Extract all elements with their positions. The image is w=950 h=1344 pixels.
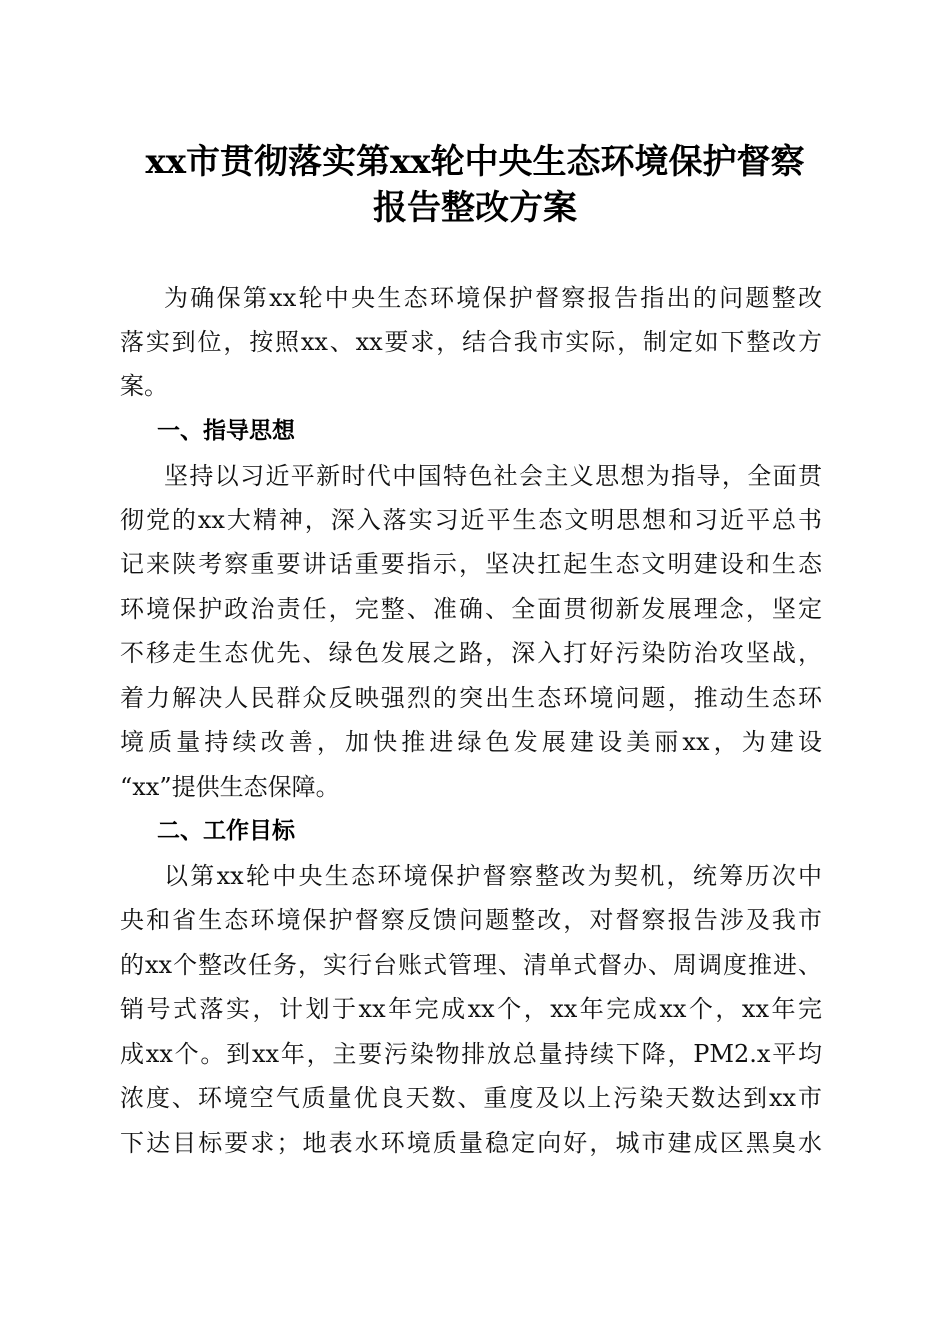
intro-line-3: 案。 <box>120 372 168 400</box>
section1-line-7: 境质量持续改善，加快推进绿色发展建设美丽xx，为建设 <box>120 728 822 756</box>
section2-line-4: 销号式落实，计划于xx年完成xx个，xx年完成xx个，xx年完 <box>120 995 822 1023</box>
section-heading-guiding-thought: 一、指导思想 <box>157 418 295 444</box>
section2-line-7: 下达目标要求；地表水环境质量稳定向好，城市建成区黑臭水 <box>120 1129 822 1157</box>
section1-line-5: 不移走生态优先、绿色发展之路，深入打好污染防治攻坚战， <box>120 639 822 667</box>
section1-line-4: 环境保护政治责任，完整、准确、全面贯彻新发展理念，坚定 <box>120 595 822 623</box>
section1-line-8: “xx”提供生态保障。 <box>120 773 340 801</box>
document-title-line-1: xx市贯彻落实第xx轮中央生态环境保护督察 <box>145 142 805 182</box>
section-heading-work-goals: 二、工作目标 <box>157 818 295 844</box>
section2-line-5: 成xx个。到xx年，主要污染物排放总量持续下降，PM2.x平均 <box>120 1040 822 1068</box>
section2-line-3: 的xx个整改任务，实行台账式管理、清单式督办、周调度推进、 <box>120 951 822 979</box>
section1-line-1: 坚持以习近平新时代中国特色社会主义思想为指导，全面贯 <box>164 462 822 490</box>
section1-line-2: 彻党的xx大精神，深入落实习近平生态文明思想和习近平总书 <box>120 506 822 534</box>
document-title-line-2: 报告整改方案 <box>373 188 577 228</box>
intro-line-2: 落实到位，按照xx、xx要求，结合我市实际，制定如下整改方 <box>120 328 822 356</box>
section1-line-3: 记来陕考察重要讲话重要指示，坚决扛起生态文明建设和生态 <box>120 550 822 578</box>
section1-line-6: 着力解决人民群众反映强烈的突出生态环境问题，推动生态环 <box>120 684 822 712</box>
section2-line-2: 央和省生态环境保护督察反馈问题整改，对督察报告涉及我市 <box>120 906 822 934</box>
intro-line-1: 为确保第xx轮中央生态环境保护督察报告指出的问题整改 <box>164 284 822 312</box>
section2-line-1: 以第xx轮中央生态环境保护督察整改为契机，统筹历次中 <box>164 862 822 890</box>
section2-line-6: 浓度、环境空气质量优良天数、重度及以上污染天数达到xx市 <box>120 1084 822 1112</box>
